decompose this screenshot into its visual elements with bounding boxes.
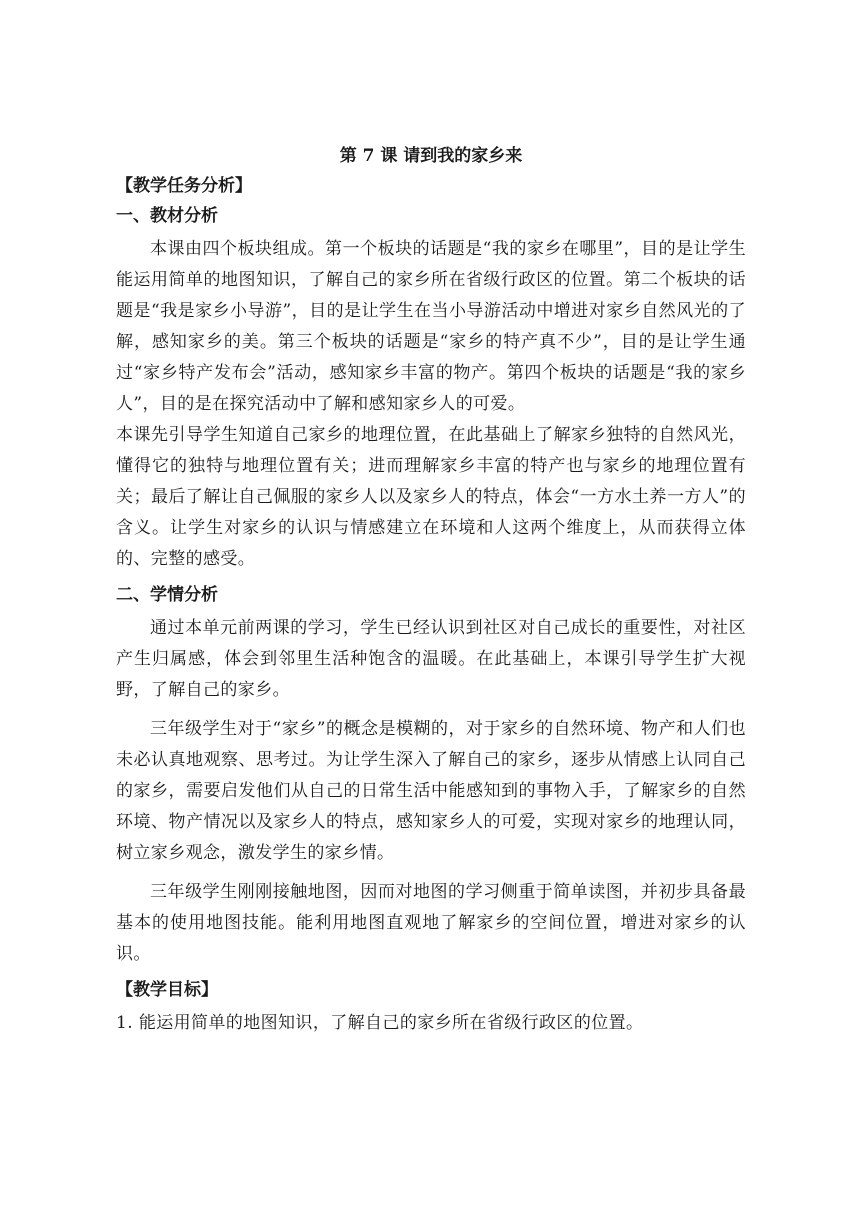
students-paragraph-2: 三年级学生对于“家乡”的概念是模糊的，对于家乡的自然环境、物产和人们也未必认真地观察、思考过。为让学生深入了解自己的家乡，逐步从情感上认同自己的家乡，需要启发他们从自己的日常生活中能感知到的事物入手，了解家乡的自然环境、物产情况以及家乡人的特点，感知家乡人的可爱，实现对家乡的地理认同，树立家乡观念，激发学生的家乡情。 [116,719,746,863]
section-heading-objectives: 【教学目标】 [116,980,218,1000]
lesson-title: 第 7 课 请到我的家乡来 [339,146,523,166]
students-paragraph-3: 三年级学生刚刚接触地图，因而对地图的学习侧重于简单读图，并初步具备最基本的使用地图技能。能利用地图直观地了解家乡的空间位置，增进对家乡的认识。 [116,882,746,964]
material-paragraph-1: 本课由四个板块组成。第一个板块的话题是“我的家乡在哪里”，目的是让学生能运用简单的地图知识，了解自己的家乡所在省级行政区的位置。第二个板块的话题是“我是家乡小导游”，目的是让学生在当小导游活动中增进对家乡自然风光的了解，感知家乡的美。第三个板块的话题是“家乡的特产真不少”，目的是让学生通过“家乡特产发布会”活动，感知家乡丰富的物产。第四个板块的话题是“我的家乡人”，目的是在探究活动中了解和感知家乡人的可爱。 [116,239,746,414]
document-page [116,136,746,1039]
students-paragraph-1: 通过本单元前两课的学习，学生已经认识到社区对自己成长的重要性，对社区产生归属感，体会到邻里生活种饱含的温暖。在此基础上，本课引导学生扩大视野，了解自己的家乡。 [116,618,746,700]
objective-item-1: 1. 能运用简单的地图知识，了解自己的家乡所在省级行政区的位置。 [116,1013,644,1033]
section-heading-task-analysis: 【教学任务分析】 [116,176,252,196]
subsection-heading-material: 一、教材分析 [116,206,218,226]
subsection-heading-students: 二、学情分析 [116,585,218,605]
material-paragraph-2: 本课先引导学生知道自己家乡的地理位置，在此基础上了解家乡独特的自然风光，懂得它的独特与地理位置有关；进而理解家乡丰富的特产也与家乡的地理位置有关；最后了解让自己佩服的家乡人以及家乡人的特点，体会“一方水土养一方人”的含义。让学生对家乡的认识与情感建立在环境和人这两个维度上，从而获得立体的、完整的感受。 [116,425,746,569]
